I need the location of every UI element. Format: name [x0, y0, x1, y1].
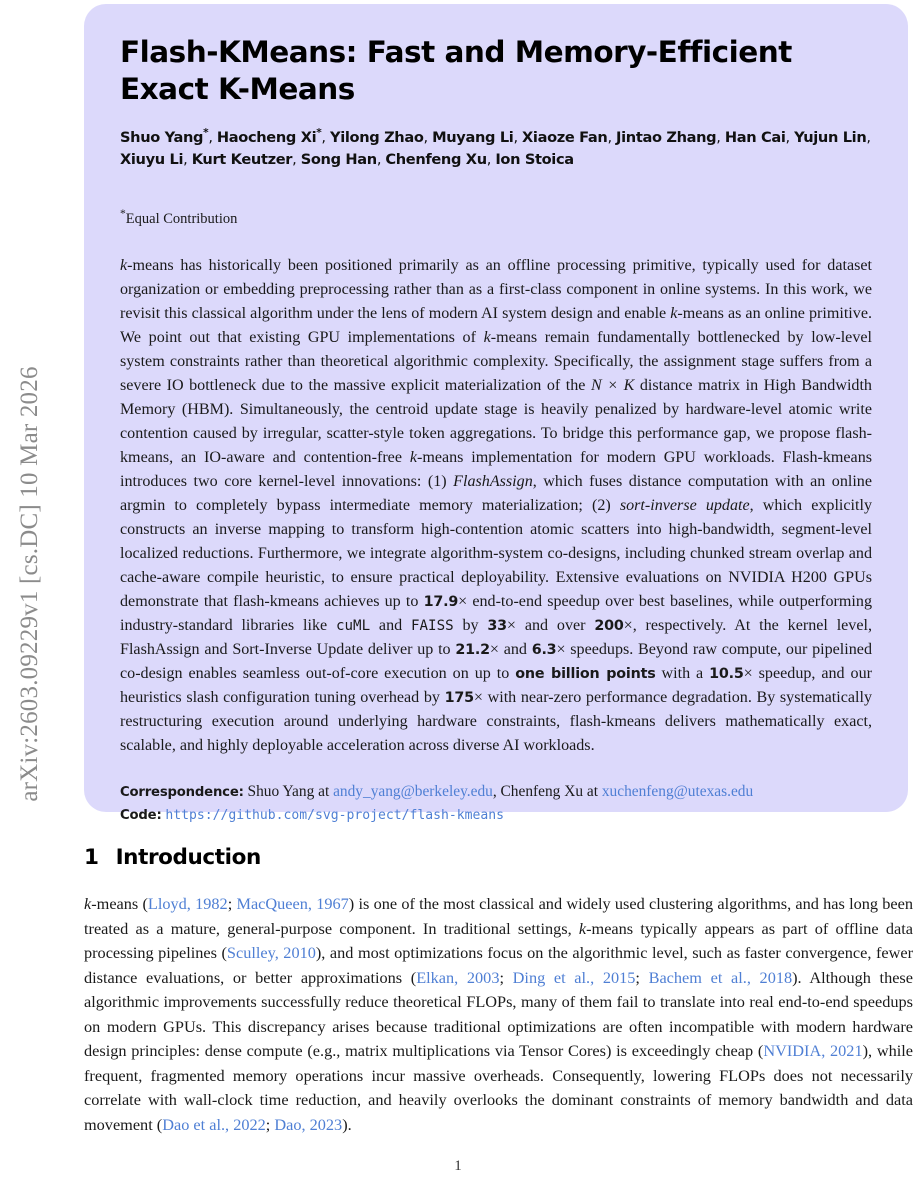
- abstract-fragment: , which fuses distance computation with an online argmin to completely bypass intermediate memory materialization; (2): [120, 472, 872, 514]
- author-separator: ,: [716, 129, 725, 147]
- intro-fragment: ) is one of the most classical and widely used clustering algorithms, and has long been treated as a mature, general-purpose component. In traditional settings,: [84, 894, 914, 938]
- equal-contribution-note: [120, 207, 872, 228]
- intro-fragment: ), and most optimizations focus on the algorithmic level, such as faster convergence, fewer distance evaluations, or better approximations (: [84, 943, 914, 987]
- author-list: [120, 126, 872, 170]
- introduction-section: [84, 845, 916, 1137]
- innovation-flashassign-name: FlashAssign: [453, 472, 533, 490]
- author-affiliation-marker: *: [316, 127, 322, 140]
- author-name: Ion Stoica: [495, 150, 574, 168]
- citation-dao-2023[interactable]: Dao, 2023: [274, 1114, 343, 1134]
- library-faiss: FAISS: [411, 617, 454, 634]
- abstract-lead-variable: k: [120, 257, 128, 275]
- intro-fragment: ), while frequent, fragmented memory operations incur massive overheads. Consequently, lowering FLOPs does not necessarily correlate with wall-clock time reduction, and heavily overlooks the dominant constraints of memory bandwidth and data movement (: [84, 1041, 914, 1134]
- metric-flashassign-speedup: 21.2: [455, 641, 490, 658]
- abstract-fragment: -means implementation for modern GPU workloads. Flash-kmeans introduces two core kernel-level innovations: (1): [120, 448, 873, 490]
- citation-macqueen-1967[interactable]: MacQueen, 1967: [236, 894, 349, 913]
- abstract-fragment: distance matrix in High Bandwidth Memory (HBM). Simultaneously, the centroid update stage is heavily penalized by hardware-level atomic write contention caused by irregular, scatter-style token aggregations. To bridge this performance gap, we propose flash-kmeans, an IO-aware and contention-free: [120, 377, 872, 466]
- abstract-fragment: ×, respectively. At the kernel level, FlashAssign and Sort-Inverse Update deliver up to: [120, 616, 872, 658]
- abstract-fragment: and: [370, 616, 411, 634]
- metric-cuml-speedup: 33: [487, 617, 507, 634]
- section-number: 1: [84, 845, 99, 870]
- intro-fragment: -means typically appears as part of offline data processing pipelines (: [84, 918, 913, 963]
- author-separator: ,: [292, 150, 301, 168]
- metric-sortinverse-speedup: 6.3: [531, 641, 557, 658]
- author-separator: ,: [513, 129, 523, 147]
- metric-scale-highlight: one billion points: [515, 665, 656, 682]
- abstract-text: [120, 254, 872, 757]
- abstract-variable-k: k: [409, 448, 417, 466]
- author-separator: ,: [866, 129, 871, 147]
- code-label: Code:: [120, 807, 162, 823]
- citation-elkan-2003[interactable]: Elkan, 2003: [416, 967, 500, 987]
- metric-faiss-speedup: 200: [594, 617, 624, 634]
- equal-contribution-marker: *: [120, 207, 126, 221]
- intro-fragment: ;: [265, 1114, 275, 1134]
- author-name: Han Cai: [724, 129, 786, 147]
- correspondence-line: [120, 780, 872, 803]
- section-title: Introduction: [115, 845, 261, 870]
- author-name: Xiaoze Fan: [522, 129, 608, 147]
- author-name: Yilong Zhao: [330, 129, 424, 147]
- abstract-variable-k: k: [483, 329, 491, 347]
- metric-end-to-end-speedup: 17.9: [423, 593, 459, 610]
- code-line: [120, 803, 872, 826]
- equal-contribution-label: Equal Contribution: [125, 211, 238, 228]
- section-heading-introduction: [84, 845, 916, 870]
- intro-fragment: ;: [635, 967, 649, 987]
- author-name: Muyang Li: [432, 129, 514, 147]
- contact-block: [120, 780, 872, 827]
- intro-variable-k: k: [578, 918, 587, 938]
- author-separator: ,: [486, 150, 496, 168]
- intro-variable-k: k: [84, 894, 92, 913]
- author-separator: ,: [376, 150, 386, 168]
- library-cuml: cuML: [336, 617, 371, 634]
- arxiv-stamp: [0, 0, 56, 1200]
- arxiv-identifier-text: arXiv:2603.09229v1 [cs.DC] 10 Mar 2026: [16, 366, 43, 802]
- metric-tuning-speedup: 175: [444, 689, 474, 706]
- abstract-fragment: × speedups. Beyond raw compute, our pipelined co-design enables seamless out-of-core execution on up to: [120, 640, 872, 682]
- abstract-fragment: -means as an online primitive. We point out that existing GPU implementations of: [120, 305, 872, 347]
- author-separator: ,: [785, 129, 795, 147]
- abstract-matrix-dimensions: N × K: [590, 377, 635, 395]
- innovation-sortinverse-name: sort-inverse update: [619, 496, 750, 514]
- metric-outofcore-speedup: 10.5: [709, 665, 744, 682]
- author-separator: ,: [183, 150, 192, 168]
- abstract-fragment: -means has historically been positioned primarily as an offline processing primitive, typically used for dataset organization or embedding preprocessing rather than as a first-class component in online systems. In this work, we revisit this classical algorithm under the lens of modern AI system design and enable: [120, 257, 872, 323]
- correspondence-text: , Chenfeng Xu at: [492, 782, 602, 800]
- abstract-fragment: × and over: [506, 616, 595, 634]
- abstract-fragment: , which explicitly constructs an inverse mapping to transform high-contention atomic scatters into high-bandwidth, segment-level localized reductions. Furthermore, we integrate algorithm-system co-designs, including chunked stream overlap and cache-aware compile heuristic, to ensure practical deployability. Extensive evaluations on NVIDIA H200 GPUs demonstrate that flash-kmeans achieves up to: [120, 496, 873, 610]
- abstract-fragment: × speedup, and our heuristics slash configuration tuning overhead by: [120, 664, 872, 706]
- page-number: 1: [454, 1158, 462, 1174]
- author-name: Yujun Lin: [794, 129, 867, 147]
- abstract-fragment: × with near-zero performance degradation. By systematically restructuring execution around underlying hardware constraints, flash-kmeans delivers mathematically exact, scalable, and highly deployable acceleration across diverse AI workloads.: [120, 688, 872, 754]
- citation-ding-2015[interactable]: Ding et al., 2015: [512, 967, 636, 987]
- author-name: Haocheng Xi: [216, 129, 317, 147]
- author-name: Song Han: [300, 150, 377, 168]
- intro-fragment: -means (: [91, 894, 148, 913]
- abstract-fragment: -means remain fundamentally bottlenecked by low-level system constraints rather than theoretical algorithmic complexity. Specifically, the assignment stage suffers from a severe IO bottleneck due to the massive explicit materialization of the: [120, 329, 872, 395]
- intro-fragment: ). Although these algorithmic improvements successfully reduce theoretical FLOPs, many of them fail to translate into real end-to-end speedups on modern GPUs. This discrepancy arises because traditional optimizations are often incompatible with modern hardware design principles: dense compute (e.g., matrix multiplications via Tensor Cores) is exceedingly cheap (: [84, 967, 913, 1061]
- abstract-fragment: × end-to-end speedup over best baselines, while outperforming industry-standard libraries like: [120, 592, 872, 634]
- author-separator: ,: [208, 129, 217, 147]
- citation-dao-etal-2022[interactable]: Dao et al., 2022: [162, 1114, 266, 1134]
- abstract-fragment: by: [453, 616, 488, 634]
- intro-fragment: ;: [499, 967, 513, 987]
- citation-sculley-2010[interactable]: Sculley, 2010: [226, 943, 316, 963]
- abstract-fragment: with a: [655, 664, 710, 682]
- author-separator: ,: [423, 129, 433, 147]
- page-title: Flash-KMeans: Fast and Memory-Efficient Exact K-Means: [120, 35, 792, 107]
- introduction-paragraph: [84, 892, 913, 1137]
- intro-fragment: ;: [227, 894, 237, 913]
- author-name: Xiuyu Li: [120, 150, 184, 168]
- author-name: Shuo Yang: [120, 129, 204, 147]
- citation-bachem-2018[interactable]: Bachem et al., 2018: [648, 967, 793, 987]
- code-repository-link[interactable]: https://github.com/svg-project/flash-kmeans: [165, 807, 504, 823]
- author-name: Chenfeng Xu: [385, 150, 487, 168]
- correspondence-text: Shuo Yang at: [247, 782, 334, 800]
- author-separator: ,: [321, 129, 330, 147]
- intro-fragment: ).: [342, 1114, 352, 1134]
- author-affiliation-marker: *: [203, 127, 209, 140]
- author-separator: ,: [607, 129, 617, 147]
- author-name: Jintao Zhang: [616, 129, 717, 147]
- correspondence-label: Correspondence:: [120, 784, 244, 800]
- abstract-variable-k: k: [670, 305, 678, 323]
- correspondence-email-link-2[interactable]: xuchenfeng@utexas.edu: [601, 782, 754, 800]
- citation-lloyd-1982[interactable]: Lloyd, 1982: [147, 894, 228, 913]
- correspondence-email-link-1[interactable]: andy_yang@berkeley.edu: [333, 782, 493, 800]
- citation-nvidia-2021[interactable]: NVIDIA, 2021: [763, 1041, 863, 1061]
- abstract-panel: [84, 4, 908, 823]
- abstract-fragment: × and: [489, 640, 532, 658]
- author-name: Kurt Keutzer: [191, 150, 293, 168]
